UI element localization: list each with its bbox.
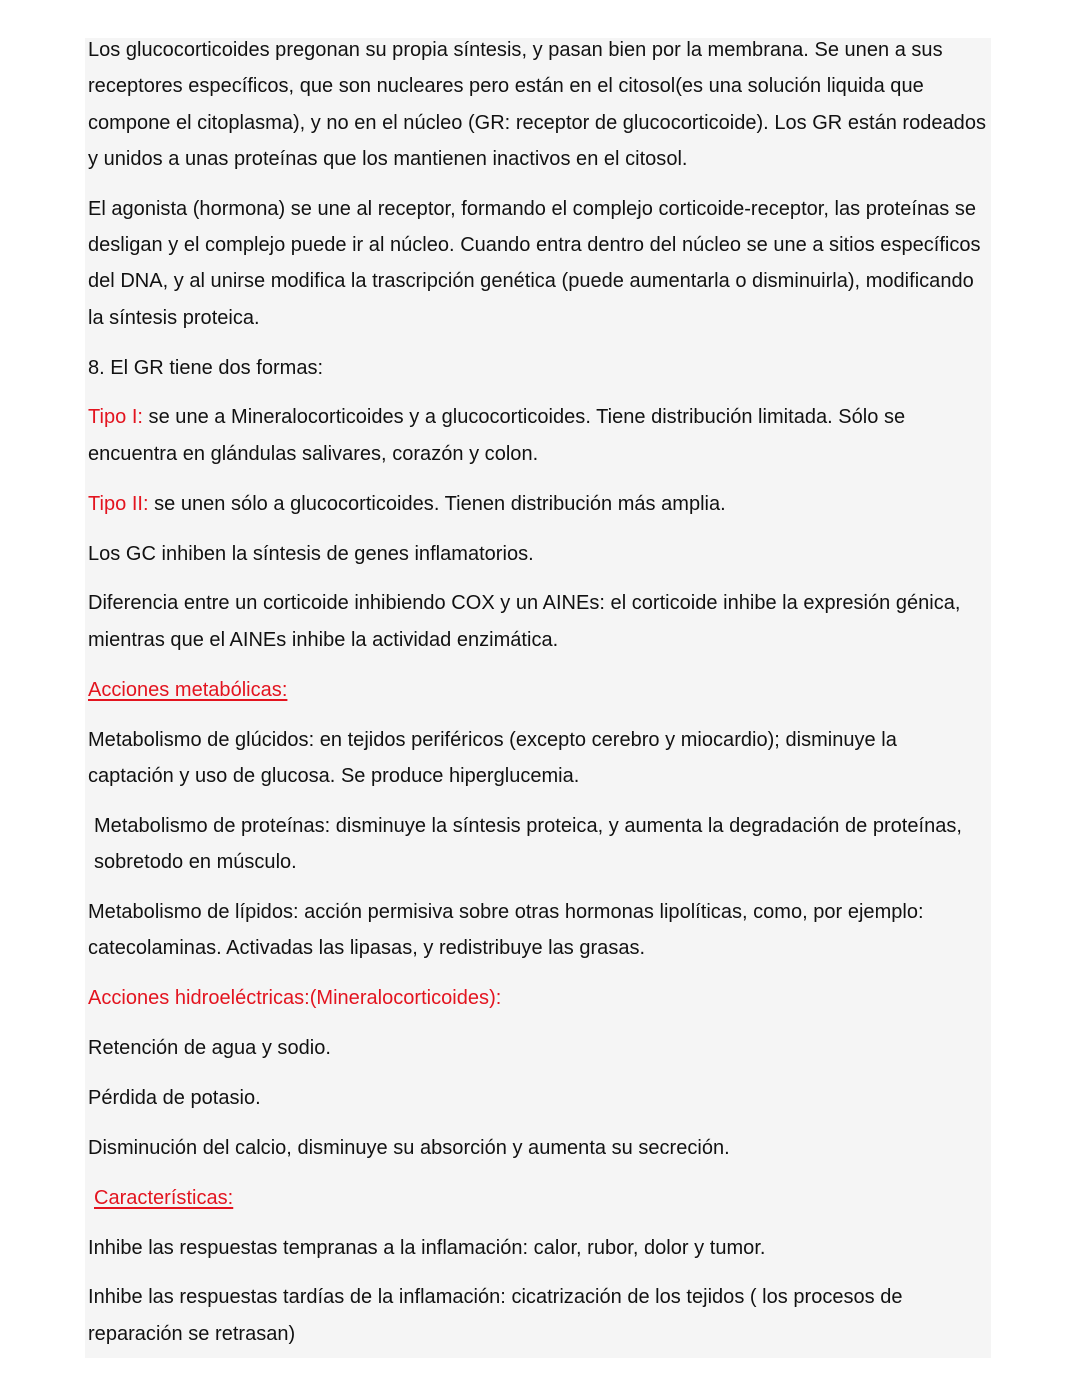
paragraph-disminucion-calcio: Disminución del calcio, disminuye su absorción y aumenta su secreción. xyxy=(88,1136,730,1159)
paragraph-perdida-potasio: Pérdida de potasio. xyxy=(88,1086,261,1109)
paragraph-gr-forms: 8. El GR tiene dos formas: xyxy=(88,356,324,379)
tipo-2-text: se unen sólo a glucocorticoides. Tienen distribución más amplia. xyxy=(148,492,726,515)
tipo-1-text: se une a Mineralocorticoides y a glucocorticoides. Tiene distribución limitada. Sólo se encuentra en glándulas salivares, corazón y colon. xyxy=(88,406,906,465)
paragraph-retencion-agua: Retención de agua y sodio. xyxy=(88,1036,331,1059)
tipo-1-label: Tipo I: xyxy=(88,406,143,429)
paragraph-glucocorticoid-synthesis: Los glucocorticoides pregonan su propia síntesis, y pasan bien por la membrana. Se unen a sus receptores específicos, que son nucleares pero están en el citosol(es una solución liquida que compone el citoplasma), y no en el núcleo (GR: receptor de glucocorticoide). Los GR están rodeados y unidos a unas proteínas que los mantienen inactivos en el citosol. xyxy=(88,39,986,170)
heading-acciones-hidroelectricas xyxy=(88,980,987,1016)
tipo-2-label: Tipo II: xyxy=(88,492,149,515)
paragraph-gc-inhibit: Los GC inhiben la síntesis de genes inflamatorios. xyxy=(88,542,534,565)
paragraph-tipo-2 xyxy=(88,486,987,522)
paragraph-respuestas-tempranas: Inhibe las respuestas tempranas a la inflamación: calor, rubor, dolor y tumor. xyxy=(88,1236,766,1259)
paragraph-metabolismo-proteinas: Metabolismo de proteínas: disminuye la síntesis proteica, y aumenta la degradación de proteínas, sobretodo en músculo. xyxy=(94,814,962,873)
paragraph-metabolismo-lipidos: Metabolismo de lípidos: acción permisiva sobre otras hormonas lipolíticas, como, por ejemplo: catecolaminas. Activadas las lipasas, y redistribuye las grasas. xyxy=(88,900,924,960)
heading-caracteristicas-text: Características: xyxy=(94,1186,234,1209)
heading-acciones-metabolicas xyxy=(88,672,987,708)
heading-acciones-metabolicas-text: Acciones metabólicas: xyxy=(88,678,288,701)
paragraph-respuestas-tardias: Inhibe las respuestas tardías de la inflamación: cicatrización de los tejidos ( los procesos de reparación se retrasan) xyxy=(88,1286,903,1345)
heading-acciones-hidroelectricas-text: Acciones hidroeléctricas:(Mineralocorticoides): xyxy=(88,987,502,1010)
document-page xyxy=(85,38,991,1358)
heading-caracteristicas xyxy=(88,1180,987,1216)
paragraph-cox-vs-aines: Diferencia entre un corticoide inhibiendo COX y un AINEs: el corticoide inhibe la expresión génica, mientras que el AINEs inhibe la actividad enzimática. xyxy=(88,592,961,651)
paragraph-metabolismo-glucidos: Metabolismo de glúcidos: en tejidos periféricos (excepto cerebro y miocardio); disminuye la captación y uso de glucosa. Se produce hiperglucemia. xyxy=(88,728,897,787)
paragraph-agonist-mechanism: El agonista (hormona) se une al receptor, formando el complejo corticoide-receptor, las proteínas se desligan y el complejo puede ir al núcleo. Cuando entra dentro del núcleo se une a sitios específicos del DNA, y al unirse modifica la trascripción genética (puede aumentarla o disminuirla), modificando la síntesis proteica. xyxy=(88,197,981,329)
paragraph-tipo-1 xyxy=(88,399,987,472)
